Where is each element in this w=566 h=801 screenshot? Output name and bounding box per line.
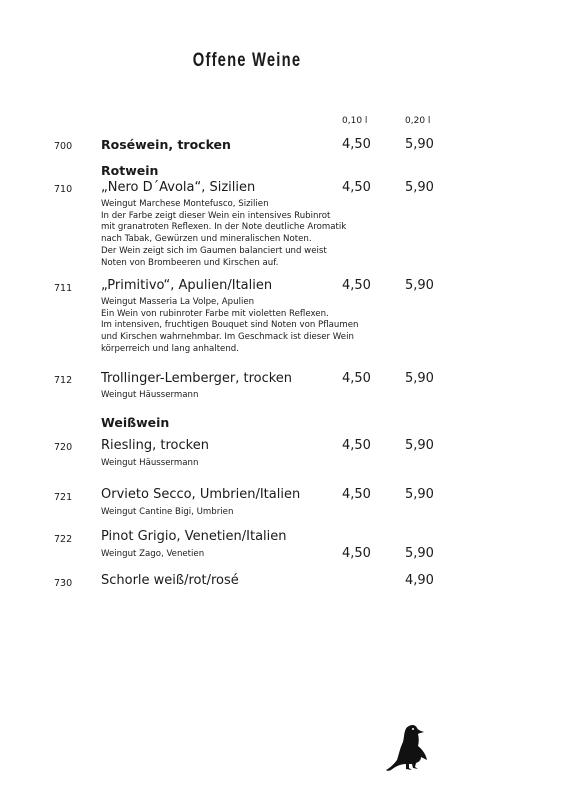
item-description: Weingut Häussermann: [101, 458, 199, 468]
item-number: 722: [54, 534, 73, 545]
price-large: 5,90: [405, 180, 434, 195]
price-small: 4,50: [342, 371, 371, 386]
item-number: 730: [54, 578, 73, 589]
price-large: 5,90: [405, 137, 434, 152]
item-name: Roséwein, trocken: [101, 137, 231, 152]
item-number: 712: [54, 375, 73, 386]
item-name: Schorle weiß/rot/rosé: [101, 573, 239, 588]
price-large: 5,90: [405, 438, 434, 453]
price-large: 5,90: [405, 546, 434, 561]
item-name: Pinot Grigio, Venetien/Italien: [101, 529, 287, 544]
item-number: 700: [54, 141, 73, 152]
price-small: 4,50: [342, 546, 371, 561]
section-heading-red: Rotwein: [101, 163, 159, 178]
raven-icon: [385, 722, 429, 772]
price-large: 5,90: [405, 278, 434, 293]
price-small: 4,50: [342, 487, 371, 502]
column-header-large: 0,20 l: [405, 116, 431, 126]
price-large: 4,90: [405, 573, 434, 588]
column-header-small: 0,10 l: [342, 116, 368, 126]
item-name: „Primitivo“, Apulien/Italien: [101, 278, 273, 293]
item-number: 711: [54, 283, 73, 294]
price-large: 5,90: [405, 487, 434, 502]
price-large: 5,90: [405, 371, 434, 386]
item-name: Orvieto Secco, Umbrien/Italien: [101, 487, 301, 502]
item-description: Weingut Cantine Bigi, Umbrien: [101, 507, 234, 517]
item-description: Weingut Häussermann: [101, 390, 199, 400]
price-small: 4,50: [342, 180, 371, 195]
item-name: Riesling, trocken: [101, 438, 209, 453]
item-description: Weingut Zago, Venetien: [101, 549, 205, 559]
section-heading-white: Weißwein: [101, 415, 170, 430]
item-number: 721: [54, 492, 73, 503]
item-name: „Nero D´Avola“, Sizilien: [101, 180, 256, 195]
item-name: Trollinger-Lemberger, trocken: [101, 371, 293, 386]
price-small: 4,50: [342, 278, 371, 293]
item-number: 710: [54, 184, 73, 195]
item-description: Weingut Marchese Montefusco, Sizilien In der Farbe zeigt dieser Wein ein intensives Rubinrot mit granatroten Reflexen. In der Note deutliche Aromatik nach Tabak, Gewürzen und mineralischen Noten. Der Wein zeigt sich im Gaumen balanciert und weist Noten von Brombeeren und Kirschen auf.: [101, 199, 347, 268]
page-title: Offene Weine: [192, 50, 302, 71]
item-description: Weingut Masseria La Volpe, Apulien Ein Wein von rubinroter Farbe mit violetten Reflexen. Im intensiven, fruchtigen Bouquet sind Noten von Pflaumen und Kirschen wahrnehmbar. Im Geschmack ist dieser Wein körperreich und lang anhaltend.: [101, 297, 359, 354]
price-small: 4,50: [342, 438, 371, 453]
price-small: 4,50: [342, 137, 371, 152]
item-number: 720: [54, 442, 73, 453]
